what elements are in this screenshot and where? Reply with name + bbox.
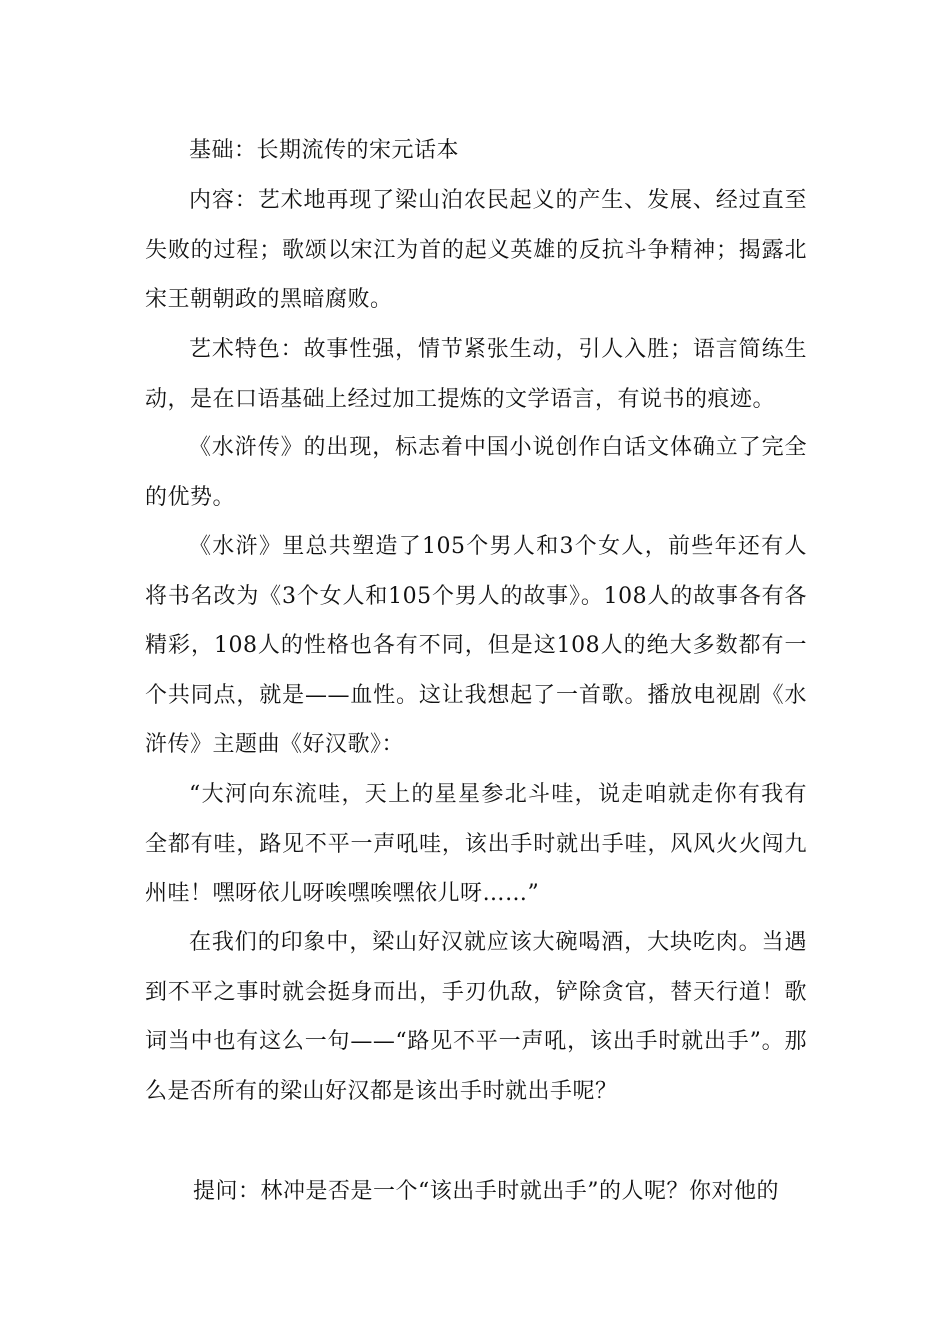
paragraph-content: 内容：艺术地再现了梁山泊农民起义的产生、发展、经过直至失败的过程；歌颂以宋江为首的起义英雄的反抗斗争精神；揭露北宋王朝朝政的黑暗腐败。 [145,188,807,312]
paragraph-artistic-features: 艺术特色：故事性强，情节紧张生动，引人入胜；语言简练生动，是在口语基础上经过加工提炼的文学语言，有说书的痕迹。 [145,337,807,412]
paragraph-significance: 《水浒传》的出现，标志着中国小说创作白话文体确立了完全的优势。 [145,435,807,510]
paragraph-characters: 《水浒》里总共塑造了105个男人和3个女人，前些年还有人将书名改为《3个女人和105个男人的故事》。108人的故事各有各精彩，108人的性格也各有不同，但是这108人的绝大多数都有一个共同点，就是——血性。这让我想起了一首歌。播放电视剧《水浒传》主题曲《好汉歌》： [145,534,807,757]
paragraph-impression: 在我们的印象中，梁山好汉就应该大碗喝酒，大块吃肉。当遇到不平之事时就会挺身而出，手刃仇敌，铲除贪官，替天行道！歌词当中也有这么一句——“路见不平一声吼，该出手时就出手”。那么是否所有的梁山好汉都是该出手时就出手呢？ [145,930,807,1104]
paragraph-basis: 基础：长期流传的宋元话本 [189,138,460,163]
paragraph-song-lyrics: “大河向东流哇，天上的星星参北斗哇，说走咱就走你有我有全都有哇，路见不平一声吼哇，该出手时就出手哇，风风火火闯九州哇！嘿呀依儿呀唉嘿唉嘿依儿呀……” [145,782,807,906]
paragraph-question: 提问：林冲是否是一个“该出手时就出手”的人呢？你对他的 [193,1179,779,1204]
